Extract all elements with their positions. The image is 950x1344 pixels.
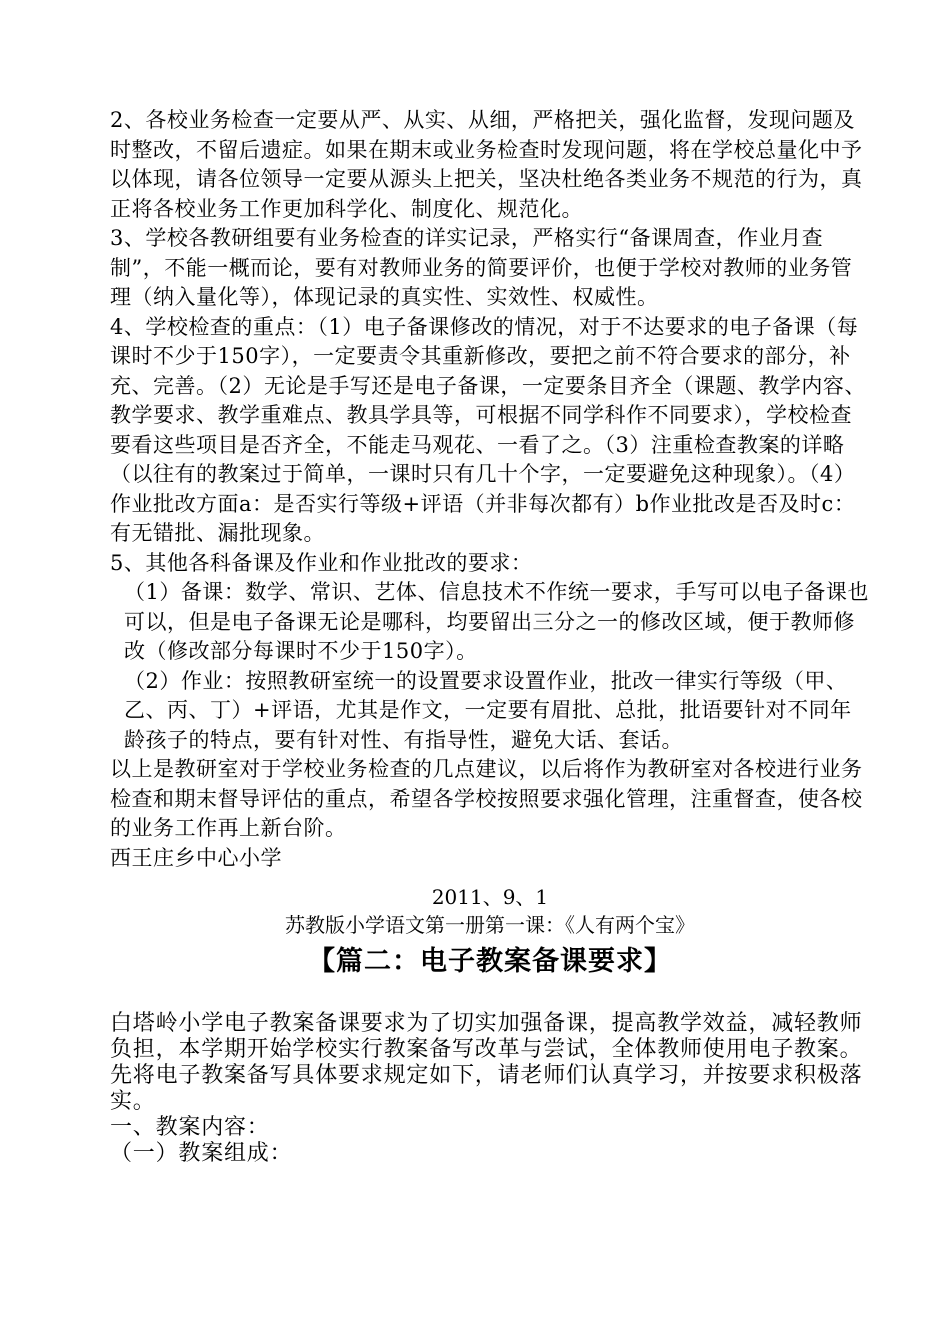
paragraph-item-2: 2、各校业务检查一定要从严、从实、从细，严格把关，强化监督，发现问题及时整改，不留后遗症。如果在期末或业务检查时发现问题，将在学校总量化中予以体现，请各位领导一定要从源头上把关，坚决杜绝各类业务不规范的行为，真正将各校业务工作更加科学化、制度化、规范化。 (110, 108, 863, 221)
section-two-intro: 白塔岭小学电子教案备课要求为了切实加强备课，提高教学效益，减轻教师负担，本学期开始学校实行教案备写改革与尝试，全体教师使用电子教案。先将电子教案备写具体要求规定如下，请老师们认真学习，并按要求积极落实。 (110, 1011, 863, 1114)
section-two-subheading-1: （一）教案组成： (110, 1141, 293, 1166)
document-date: 2011、9、1 (431, 885, 549, 909)
paragraph-item-4: 4、学校检查的重点：（1）电子备课修改的情况，对于不达要求的电子备课（每课时不少于150字），一定要责令其重新修改，要把之前不符合要求的部分，补充、完善。（2）无论是手写还是电子备课，一定要条目齐全（课题、教学内容、教学要求、教学重难点、教具学具等，可根据不同学科作不同要求），学校检查要看这些项目是否齐全，不能走马观花、一看了之。（3）注重检查教案的详略（以往有的教案过于简单，一课时只有几十个字，一定要避免这种现象）。（4）作业批改方面a：是否实行等级+评语（并非每次都有）b作业批改是否及时c：有无错批、漏批现象。 (110, 314, 866, 545)
document-page (110, 106, 870, 1167)
paragraph-homework: （2）作业：按照教研室统一的设置要求设置作业，批改一律实行等级（甲、乙、丙、丁）+评语，尤其是作文，一定要有眉批、总批，批语要针对不同年龄孩子的特点，要有针对性、有指导性，避免大话、套话。 (124, 668, 852, 752)
section-two-body (110, 1011, 870, 1167)
section-two-heading-1: 一、教案内容： (110, 1115, 270, 1140)
signature-school: 西王庄乡中心小学 (110, 845, 282, 870)
paragraph-conclusion: 以上是教研室对于学校业务检查的几点建议，以后将作为教研室对各校进行业务检查和期末督导评估的重点，希望各学校按照要求强化管理，注重督查，使各校的业务工作再上新台阶。 (110, 757, 863, 840)
paragraph-item-3: 3、学校各教研组要有业务检查的详实记录，严格实行“备课周查，作业月查制”，不能一概而论，要有对教师业务的简要评价，也便于学校对教师的业务管理（纳入量化等），体现记录的真实性、实效性、权威性。 (110, 226, 853, 309)
paragraph-lesson-prep: （1）备课：数学、常识、艺体、信息技术不作统一要求，手写可以电子备课也可以，但是电子备课无论是哪科，均要留出三分之一的修改区域，便于教师修改（修改部分每课时不少于150字）。 (124, 580, 869, 663)
document-subtitle: 苏教版小学语文第一册第一课：《人有两个宝》 (285, 913, 695, 937)
paragraph-item-5: 5、其他各科备课及作业和作业批改的要求： (110, 550, 533, 575)
section-heading: 【篇二：电子教案备课要求】 (308, 946, 672, 977)
